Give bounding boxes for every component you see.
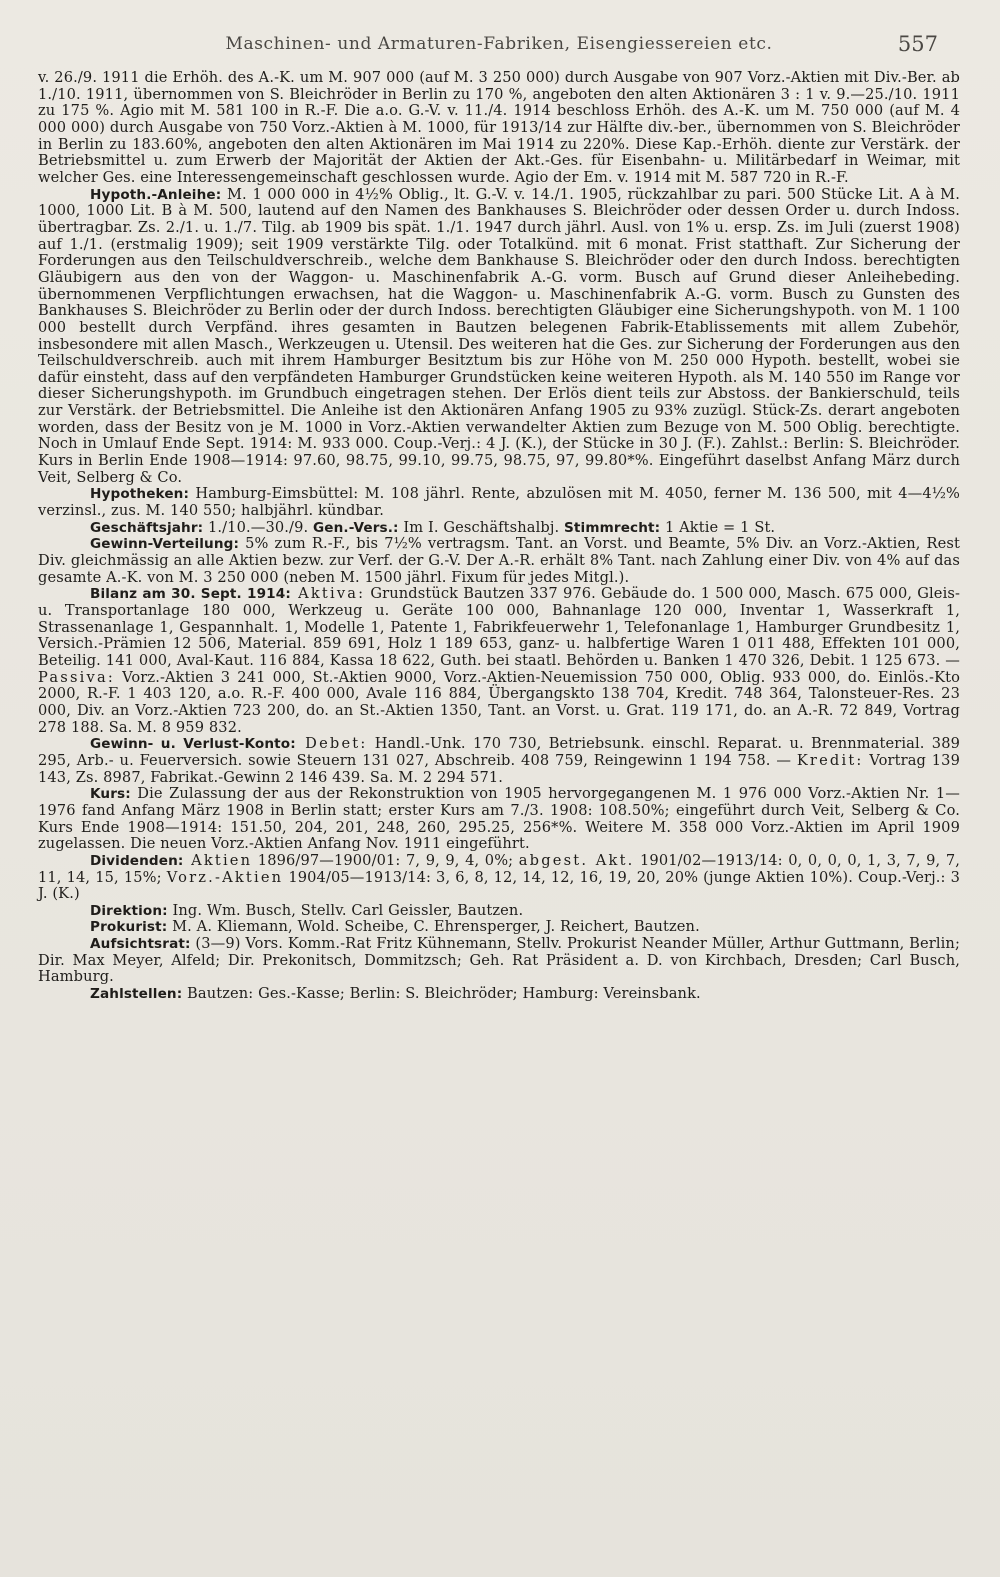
header-title: Maschinen- und Armaturen-Fabriken, Eisengiessereien etc. [225, 34, 773, 54]
paragraph-text: Grundstück Bautzen 337 976. Gebäude do. 1 500 000, Masch. 675 000, Gleis- u. Transportanlage 180 000, Werkzeug u. Geräte 100 000, Bahnanlage 120 000, Inventar 1, Wasserkraft 1, Strassenanlage 1, Gespannhalt. 1, Modelle 1, Patente 1, Fabrikfeuerwehr 1, Telefonanlage 1, Hamburger Grundbesitz 1, Versich.-Prämien 12 506, Material. 859 691, Holz 1 189 653, ganz- u. halbfertige Waren 1 011 488, Effekten 101 000, Beteilig. 141 000, Aval-Kaut. 116 884, Kassa 18 622, Guth. bei staatl. Behörden u. Banken 1 470 326, Debit. 1 125 673. — [38, 585, 961, 669]
paragraph-zahlstellen [38, 986, 960, 1003]
paragraph-geschaeftsjahr [38, 520, 960, 537]
paragraph-prokurist [38, 919, 960, 936]
section-label: Hypotheken: [90, 486, 190, 503]
paragraph-capital-increase [38, 70, 960, 187]
spaced-word: Kredit: [796, 751, 864, 769]
section-label: Dividenden: [90, 852, 184, 869]
section-label: Gewinn-Verteilung: [90, 536, 240, 553]
paragraph-text: Vortrag 139 143, Zs. 8987, Fabrikat.-Gewinn 2 146 439. Sa. M. 2 294 571. [38, 751, 960, 786]
paragraph-aufsichtsrat [38, 936, 960, 986]
paragraph-dividenden [38, 853, 960, 903]
spaced-word: Vorz.-Aktien [166, 868, 284, 886]
paragraph-gewinn-verlust [38, 736, 960, 786]
section-label: Gewinn- u. Verlust-Konto: [90, 736, 296, 753]
paragraph-text: Im I. Geschäftshalbj. [398, 518, 565, 536]
paragraph-text: 5% zum R.-F., bis 7½% vertragsm. Tant. an Vorst. und Beamte, 5% Div. an Vorz.-Aktien, Rest Div. gleichmässig an alle Aktien bezw. zur Verf. der G.-V. Der A.-R. erhält 8% Tant. nach Zahlung einer Div. von 4% auf das gesamte A.-K. von M. 3 250 000 (neben M. 1500 jährl. Fixum für jedes Mitgl.). [38, 535, 960, 586]
spaced-word: Aktien [183, 851, 253, 869]
paragraph-text: 1904/05—1913/14: 3, 6, 8, 12, 14, 12, 16, 19, 20, 20% (junge Aktien 10%). Coup.-Verj.: 3 J. (K.) [38, 868, 960, 903]
section-label: Geschäftsjahr: [90, 519, 204, 536]
paragraph-text: 1901/02—1913/14: 0, 0, 0, 0, 1, 3, 7, 9, 7, 11, 14, 15, 15%; [38, 851, 960, 886]
paragraph-bilanz [38, 586, 960, 736]
paragraph-gewinn-verteilung [38, 536, 960, 586]
spaced-word: Debet: [295, 735, 368, 753]
paragraph-text: (3—9) Vors. Komm.-Rat Fritz Kühnemann, Stellv. Prokurist Neander Müller, Arthur Guttmann, Berlin; Dir. Max Meyer, Alfeld; Dir. Prekonitsch, Dommitzsch; Geh. Rat Präsident a. D. von Kirchbach, Dresden; Carl Busch, Hamburg. [38, 935, 960, 986]
page-number: 557 [897, 32, 938, 56]
paragraph-text: M. A. Kliemann, Wold. Scheibe, C. Ehrensperger, J. Reichert, Bautzen. [167, 918, 700, 936]
section-label: Gen.-Vers.: [313, 519, 399, 536]
paragraph-text: Ing. Wm. Busch, Stellv. Carl Geissler, Bautzen. [167, 901, 524, 919]
spaced-word: Passiva: [38, 668, 115, 686]
section-label: Prokurist: [90, 919, 168, 936]
section-label: Zahlstellen: [90, 986, 183, 1003]
paragraph-text: Vorz.-Aktien 3 241 000, St.-Aktien 9000, Vorz.-Aktien-Neuemission 750 000, Oblig. 933 000, do. Einlös.-Kto 2000, R.-F. 1 403 120, a.o. R.-F. 400 000, Avale 116 884, Übergangskto 138 704, Kredit. 748 364, Talonsteuer-Res. 23 000, Div. an Vorz.-Aktien 723 200, do. an St.-Aktien 1350, Tant. an Vorst. u. Grat. 119 171, do. an A.-R. 72 849, Vortrag 278 188. Sa. M. 8 959 832. [38, 668, 960, 736]
paragraph-text: Bautzen: Ges.-Kasse; Berlin: S. Bleichröder; Hamburg: Vereinsbank. [182, 985, 701, 1003]
section-label: Kurs: [90, 786, 131, 803]
section-label: Bilanz am 30. Sept. 1914: [90, 586, 291, 603]
section-label: Stimmrecht: [564, 519, 661, 536]
paragraph-text: Hamburg-Eimsbüttel: M. 108 jährl. Rente, abzulösen mit M. 4050, ferner M. 136 500, mit 4—4½% verzinsl., zus. M. 140 550; halbjährl. kündbar. [38, 485, 960, 520]
paragraph-text: M. 1 000 000 in 4½% Oblig., lt. G.-V. v. 14./1. 1905, rückzahlbar zu pari. 500 Stücke Lit. A à M. 1000, 1000 Lit. B à M. 500, lautend auf den Namen des Bankhauses S. Bleichröder oder dessen Order u. durch Indoss. übertragbar. Zs. 2./1. u. 1./7. Tilg. ab 1909 bis spät. 1./1. 1947 durch jährl. Ausl. von 1% u. ersp. Zs. im Juli (zuerst 1908) auf 1./1. (erstmalig 1909); seit 1909 verstärkte Tilg. oder Totalkünd. mit 6 monat. Frist statthaft. Zur Sicherung der Forderungen aus den Teilschuldverschreib., welche dem Bankhause S. Bleichröder oder den durch Indoss. berechtigten Gläubigern aus den von der Waggon- u. Maschinenfabrik A.-G. vorm. Busch auf Grund dieser Anleihebeding. übernommenen Verpflichtungen erwachsen, hat die Waggon- u. Maschinenfabrik A.-G. vorm. Busch zu Gunsten des Bankhauses S. Bleichröder zu Berlin oder der durch Indoss. berechtigten Gläubiger eine Sicherungshypoth. von M. 1 100 000 bestellt durch Verpfänd. ihres gesamten in Bautzen belegenen Fabrik-Etablissements mit allem Zubehör, insbesondere mit allen Masch., Werkzeugen u. Utensil. Des weiteren hat die Ges. zur Sicherung der Forderungen aus den Teilschuldverschreib. auch mit ihrem Hamburger Besitztum bis zur Höhe von M. 250 000 Hypoth. bestellt, wobei sie dafür einsteht, dass auf den verpfändeten Hamburger Grundstücken keine weiteren Hypoth. als M. 140 550 im Range vor dieser Sicherungshypoth. im Grundbuch eingetragen stehen. Der Erlös dient teils zur Abstoss. der Bankierschuld, teils zur Verstärk. der Betriebsmittel. Die Anleihe ist den Aktionären Anfang 1905 zu 93% zuzügl. Stück-Zs. derart angeboten worden, dass der Besitz von je M. 1000 in Vorz.-Aktien verwandelter Aktien zum Bezuge von M. 500 Oblig. berechtigte. Noch in Umlauf Ende Sept. 1914: M. 933 000. Coup.-Verj.: 4 J. (K.), der Stücke in 30 J. (F.). Zahlst.: Berlin: S. Bleichröder. Kurs in Berlin Ende 1908—1914: 97.60, 98.75, 99.10, 99.75, 98.75, 97, 99.80*%. Eingeführt daselbst Anfang März durch Veit, Selberg & Co. [38, 185, 960, 486]
paragraph-text: Handl.-Unk. 170 730, Betriebsunk. einschl. Reparat. u. Brennmaterial. 389 295, Arb.- u. Feuerversich. sowie Steuern 131 027, Abschreib. 408 759, Reingewinn 1 194 758. — [38, 735, 961, 769]
running-header [38, 30, 960, 58]
section-label: Aufsichtsrat: [90, 936, 191, 953]
document-body [38, 70, 960, 1003]
paragraph-text: v. 26./9. 1911 die Erhöh. des A.-K. um M. 907 000 (auf M. 3 250 000) durch Ausgabe von 907 Vorz.-Aktien mit Div.-Ber. ab 1./10. 1911, übernommen von S. Bleichröder in Berlin zu 170 %, angeboten den alten Aktionären 3 : 1 v. 9.—25./10. 1911 zu 175 %. Agio mit M. 581 100 in R.-F. Die a.o. G.-V. v. 11./4. 1914 beschloss Erhöh. des A.-K. um M. 750 000 (auf M. 4 000 000) durch Ausgabe von 750 Vorz.-Aktien à M. 1000, für 1913/14 zur Hälfte div.-ber., übernommen von S. Bleichröder in Berlin zu 183.60%, angeboten den alten Aktionären im Mai 1914 zu 220%. Diese Kap.-Erhöh. diente zur Verstärk. der Betriebsmittel u. zum Erwerb der Majorität der Aktien der Akt.-Ges. für Eisenbahn- u. Militärbedarf in Weimar, mit welcher Ges. eine Interessengemeinschaft geschlossen wurde. Agio der Em. v. 1914 mit M. 587 720 in R.-F. [38, 69, 960, 186]
paragraph-text: 1 Aktie = 1 St. [660, 518, 776, 536]
paragraph-hypotheken [38, 486, 960, 519]
paragraph-text: 1./10.—30./9. [203, 518, 313, 536]
spaced-word: Aktiva: [290, 585, 366, 603]
paragraph-text: 1896/97—1900/01: 7, 9, 9, 4, 0%; [252, 851, 519, 869]
paragraph-kurs [38, 786, 960, 853]
paragraph-text: Die Zulassung der aus der Rekonstruktion von 1905 hervorgegangenen M. 1 976 000 Vorz.-Aktien Nr. 1—1976 fand Anfang März 1908 in Berlin statt; erster Kurs am 7./3. 1908: 108.50%; eingeführt durch Veit, Selberg & Co. Kurs Ende 1908—1914: 151.50, 204, 201, 248, 260, 295.25, 256*%. Weitere M. 358 000 Vorz.-Aktien im April 1909 zugelassen. Die neuen Vorz.-Aktien Anfang Nov. 1911 eingeführt. [38, 785, 960, 853]
paragraph-hypoth-anleihe [38, 187, 960, 487]
section-label: Hypoth.-Anleihe: [90, 186, 222, 203]
spaced-word: abgest. Akt. [518, 851, 635, 869]
paragraph-direktion [38, 903, 960, 920]
section-label: Direktion: [90, 902, 168, 919]
